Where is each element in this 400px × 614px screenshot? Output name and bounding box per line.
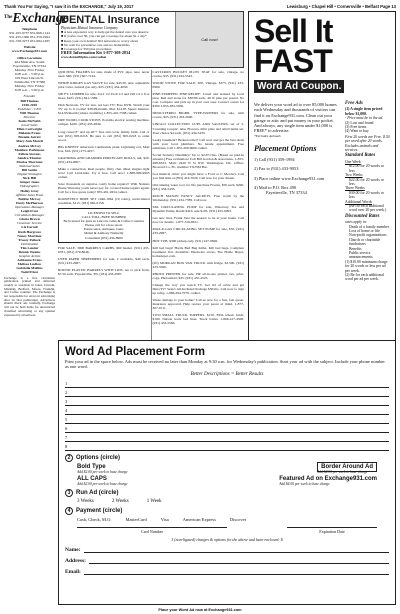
staff-name: Ginger Jones <box>19 180 40 185</box>
options-step-label: Options (circle) <box>76 455 121 462</box>
graphic-label: Graphic Artists <box>18 254 41 259</box>
classified-listing: ROOSEVELT DIME SET 1946-1964 (19 coins), uncirculated condition, $115. (931) 962-0158. <box>58 197 150 206</box>
ad-text-line[interactable] <box>65 433 389 442</box>
expiration-field[interactable]: Expiration Date <box>287 527 377 534</box>
discount-item: Benefits <box>349 246 362 251</box>
payment-visa[interactable]: Visa <box>160 517 169 523</box>
phone-line: 931-728-3273 931-684-1285 <box>9 39 50 44</box>
staff-name: Melissa Ludlow <box>17 262 42 267</box>
card-number-field[interactable]: Card Number <box>77 527 227 534</box>
website-label: Website <box>23 45 36 50</box>
better-descriptions-tagline: Better Descriptions = Better Results <box>190 372 264 378</box>
classified-listing: QUILTING FRAMES for sale, made of PVC pipe, new, never used. $60. (931) 607-7144. <box>58 70 150 79</box>
classified-listing: ROUND PLASTIC BARRELS WITH LIDS, ten to pick from, $7.50 each. Fayetteville, TN. (931) 433-2987. <box>58 267 150 276</box>
classified-listing: USED PAPER SHREDDERS for sale, 2 available, $40 each. (931) 433-2987. <box>58 256 150 265</box>
rate-value: $30.00 for 20 words or less <box>349 190 384 200</box>
classified-listing: PHOTO PRINTER for sale, HP all-in-one printer, fax, print, copy, Photosmart, $35. (931) 455-4523. <box>152 271 244 280</box>
digital-label: Digital Strategist <box>17 172 42 177</box>
all-caps-price: Add $2.00 per week to base charge <box>77 482 128 487</box>
staff-name: Brenda Jarrett <box>18 135 41 140</box>
dental-ad[interactable] <box>58 11 244 68</box>
line-number: 1 <box>65 380 68 386</box>
cs-label: Customer Service <box>17 221 42 226</box>
email-line[interactable] <box>84 569 389 575</box>
placement-title: Placement Options <box>254 144 317 154</box>
line-number: 5 <box>65 416 68 422</box>
run-ad-step-label: Run Ad (circle) <box>76 490 119 497</box>
classified-listing: DINO-STEREO BIGBIL TYPE-WRITERS for sale, with covers, $25. (931) 433-2040. <box>152 111 244 120</box>
border-price: Add $2.00 per week to base charge <box>317 470 368 475</box>
affiliate-label: affiliate Sales Team <box>15 192 44 197</box>
discount-extra: (2) Be for each additional word per ad per week. <box>345 273 385 282</box>
founder-years: 1940-2010 <box>21 102 38 107</box>
masthead-the: The <box>4 15 13 20</box>
dental-bullet: ■ If you're over 50, you can get coverage for about $1 a day* <box>61 34 147 39</box>
classified-listing: Long cured 8" and up 40"+ free and cover family farm. Call or text (931) 805-0218. Be sure to call (931) 805-0218 to order wood. <box>58 129 150 142</box>
classified-listing: Get new tires. Frank Vest the nearest to be at your home. Call now for details. 1-877-316-8611. <box>152 216 244 225</box>
staff-name: Andrea McCoy <box>18 143 41 148</box>
licensed-to-sell-box: LICENSED TO SELL CALL TOLL-FREE NUMBER Be licensed for guns in Lincoln, Giles & Coffee Counties Please call for a free quote Estate sales, Antiques, Guns Mabel & Anthony Nunnelly Consultant (931) 434-8900 <box>58 208 150 242</box>
line-number: 8 <box>65 443 68 449</box>
classified-listing: HOT TUB, $300 pickup only. (931) 247-9826. <box>152 238 218 243</box>
dental-ad-cta: FREE Information Kit 1-877-308-2834 <box>61 50 131 56</box>
classified-listing: (2ft) MORGAN BOX VAN TRUCK with fridge, $2,500. (931) 433-5566. <box>152 260 244 269</box>
founder-name: Bill Thomas <box>20 98 39 103</box>
classified-listing: Dish Network. TV for less, not less TV! Free DVR. Watch your TV up to 6 rooms! $39.99/month. Plus $14.95 Speed Internet. $14.95/month (where available) 1-855-410-7598 cadnet. <box>58 103 150 116</box>
masthead-logo <box>4 10 69 25</box>
footer-center-text: Place your Word Ad now at Exchange931.com <box>158 607 242 612</box>
header-left-text: Thank You For Saying, "I saw it in the EXCHANGE," July 19, 2017 <box>4 3 134 9</box>
dental-bullet: ■ A less expensive way to help get the dental care you deserve <box>61 30 149 35</box>
office-line: Monday Thru Friday <box>14 67 45 72</box>
office-line: Fayetteville, TN 37334 <box>13 63 46 68</box>
intro-column <box>254 102 342 282</box>
header-right-text: Lewisburg • Chapel Hill • Cornersville • Belfast Page 13 <box>286 3 396 9</box>
classified-listing: Change the way you watch TV. Get rid of cable and get DirecTV! Select All-Included Package $50/mo. Call now to sign up today, 1-866-294-7079. cadnet. <box>152 282 244 295</box>
office-line: 404 Main Ave. South <box>14 59 45 64</box>
word-ad-placement-form <box>58 340 396 605</box>
free-ad-item: (2) Lost and found <box>345 120 374 125</box>
ad-text-line[interactable] <box>65 379 389 388</box>
discount-item: Death of a family member <box>349 224 390 229</box>
step-number-icon: 4 <box>65 507 73 515</box>
staff-name: Sandra Thomas <box>17 155 42 160</box>
featured-price: Add $4.00 per week to base charge <box>279 482 330 487</box>
staff-name: Tracey Pollock <box>18 237 41 242</box>
run-weeks-row <box>77 499 389 504</box>
office-line: Monday Thru Friday <box>14 84 45 89</box>
classified-listing: WOOD STOVE FOR SALE, 200, Vintage, $375. (931) 433-0900. <box>152 81 244 90</box>
payment-mastercard[interactable]: MasterCard <box>125 517 147 523</box>
placement-mail-city: Fayetteville, TN 37334 <box>266 190 307 196</box>
ad-text-line[interactable] <box>65 388 389 397</box>
line-number: 2 <box>65 389 68 395</box>
email-field[interactable] <box>65 569 389 575</box>
ad-text-line[interactable] <box>65 397 389 406</box>
publisher-name: Will Thomas <box>19 110 40 115</box>
office-line: 8:00 a.m. - 5:00 p.m. <box>14 71 45 76</box>
options-step <box>65 454 389 462</box>
word-ad-coupon-label: Word Ad Coupon. <box>254 80 344 93</box>
sell-it-body <box>254 102 390 282</box>
bold-type-price: Add $2.00 per week to base charge <box>77 470 128 475</box>
dental-bullet: ■ Coverage for 350 plus procedures <box>61 47 112 52</box>
classified-listing: LINGCO COLLECTION CUPS AND SAUCERS, set of 5, 'Counting Couple'. Also Flowers, mint plate and small items set. Your choice $4 each. (931) 434-5433. <box>152 122 244 135</box>
ad-text-line[interactable] <box>65 442 389 451</box>
page-footer-line <box>4 606 396 613</box>
masthead-fine-print: Exchange is a free circulation publication printed and delivered weekly to residents in Giles, Lincoln, Marshall, Bedford, Moore, Franklin, and Coffee counties. The Exchange is not responsible for errors in advertising after its first publication. Advertisers should check ads carefully. Exchange will not be held liable for unrestricted classified advertising or any opinion expressed by advertisers. <box>4 275 55 317</box>
staff-name: Adrianna Evans <box>17 258 42 263</box>
discounted-rates-title: Discounted Rates <box>345 213 380 219</box>
address-field[interactable] <box>65 558 389 564</box>
free-ad-item: - Price must be in the ad. <box>345 116 384 121</box>
office-label: Office Locations <box>17 55 42 60</box>
masthead-column <box>4 10 69 605</box>
ops-label: Operations Manager <box>14 204 45 209</box>
classified-listing: PATCH MASON FANCY JACKETS. Free worth by the Wednesday. (931) 434-7788. Call now. <box>152 194 244 203</box>
dist-label: Distribution <box>20 241 39 246</box>
ad-text-line[interactable] <box>65 406 389 415</box>
discount-item: Public service announcements <box>349 251 373 260</box>
staff-name: Felicia Stevens <box>18 151 41 156</box>
dental-ad-side-text: Call now! <box>201 37 218 42</box>
run-ad-step <box>65 489 389 497</box>
dental-ad-content <box>59 12 175 67</box>
form-instructions: Print your ad in the space below. Ads must be received no later than Monday at 9:30 a.m. for Wednesday's publication. Start your ad with the subject. Include your phone number as one word. <box>65 359 385 370</box>
border-option[interactable]: Border Around Ad Add $2.00 per week to base charge <box>317 464 377 474</box>
staff-name: Bobbie McCoy <box>18 196 41 201</box>
fast-headline: FAST <box>254 43 332 79</box>
form-title: Word Ad Placement Form <box>65 346 205 358</box>
rate-label: One Week <box>345 159 361 164</box>
line-number: 4 <box>65 407 68 413</box>
payment-options-row <box>77 517 389 522</box>
free-ad-item: (3) Free items <box>345 125 367 130</box>
dental-ad-title: DENTAL Insurance <box>61 14 160 26</box>
staff-name: Mary Ann Morell <box>16 139 43 144</box>
payment-amex[interactable]: American Express <box>182 517 216 523</box>
circ-label: Circulation Manager <box>14 213 45 218</box>
staff-name: Matthew Parkinson <box>14 147 45 152</box>
staff-name: Holley Gray <box>20 188 39 193</box>
classified-listing: CAST-IRON BUCKET PLOW SEAT for sale, vintage, no cracks, $35. (931) 434-5543. <box>152 70 244 79</box>
dental-bullet: ■ Keep your own dentist! NO networks to worry about <box>61 38 139 43</box>
dental-ad-area <box>58 11 244 68</box>
staff-name: Melanie Evans <box>18 131 41 136</box>
discount-item: Church or charitable fundraisers <box>349 237 381 247</box>
options-row-1 <box>65 464 389 474</box>
classified-listing: Kill bed bugs! Harris Bed Bug Killer. Kill bed bugs. Complete treatment. Kit. Available: Hardware stores, The Home Depot, homedepot.com. <box>152 245 244 258</box>
staff-name: Liz Farrell <box>21 225 38 230</box>
line-number: 3 <box>65 398 68 404</box>
payment-cash[interactable]: Cash, Check, M.O. <box>77 517 112 523</box>
classified-listing: WHITE RIDGES GAS VALVE for sale, $45.50. Also adjustable pilot valve, natural gas only, $25. (931) 434-4050. <box>58 81 150 90</box>
staff-name: Gloria Brown <box>19 217 40 222</box>
rate-label: Three Weeks <box>345 186 365 191</box>
card-note: 3 (non-ligated) charges & options for the above and have enclosed: $ <box>171 537 283 543</box>
staff-name: Marisa Thornton <box>16 159 43 164</box>
placement-option-mail: 4) Mail to P.O. Box 490 <box>254 184 297 190</box>
masthead-name: Exchange <box>12 10 69 25</box>
placement-option-online[interactable]: 3) Place online www.Exchange931.com <box>254 175 325 181</box>
director-label: Director <box>23 114 36 119</box>
discount-sub: rates apply to: <box>345 220 368 225</box>
classified-listing: BIG KNEESY American Candlestick plant, Lightning rod, Mail box, $16. (931) 273-4257. <box>58 144 150 153</box>
phone-line: 931-455-9737 931-968-1144 <box>9 31 50 36</box>
classified-listing: 500 FT. LUMBER for sale, 2x12 1/2 2x10 1/2 and 2x8 1/2 x 8 or more, $2/ft. (931) 841-1589. <box>58 92 150 101</box>
staff-name: Tim Lauder <box>20 245 39 250</box>
ad-text-line[interactable] <box>65 415 389 424</box>
dental-bullet: ■ No wait for preventive care and no deductibles <box>61 42 130 47</box>
discount-item: Loss of home or life <box>349 228 380 233</box>
staff-name: Gabrielle Mullins <box>16 266 43 271</box>
free-ad-note: First 20 words are Free. $.50 per word after 20 words. Excludes animals and services. <box>345 134 390 153</box>
payment-step <box>65 507 389 515</box>
classified-listing: DRY WOOD, COOK STOVE, Portable electric sewing machine, camper, $100. (931) 433-2840. <box>58 118 150 127</box>
local-sales-label: Local Sales <box>21 123 38 128</box>
name-line[interactable] <box>84 547 389 553</box>
staff-name: Ellen Cartwright <box>16 127 43 132</box>
staff-name: Ruth Hargrove <box>18 229 41 234</box>
intro-text: We deliver your word ad to over 85,000 homes each Wednesday and thousands of visitors can find it on Exchange931.com. Clean out your garage or attic and put money in your pocket. And always, any single item under $1,000 is FREE* to advertise. <box>254 102 337 134</box>
line-number: 6 <box>65 425 68 431</box>
bold-type-option[interactable]: Bold Type Add $2.00 per week to base charge <box>77 464 128 475</box>
staff-name: Todd Priest <box>20 270 39 275</box>
featured-option[interactable]: Featured Ad on Exchange931.com Add $4.00 per week to base charge <box>279 476 377 487</box>
additional-words-value: (Be for each additional word over 20 per week.) <box>349 203 387 213</box>
website-link[interactable]: www.Exchange931.com <box>11 49 48 54</box>
dental-ad-photo <box>175 12 243 67</box>
staff-name: Leigh Frost <box>20 209 39 214</box>
classified-listing: Old running water tool, for life purchase Frozen, $50 each, $200. (931) 434-5433. <box>152 183 244 192</box>
name-field[interactable] <box>65 547 389 553</box>
options-row-2 <box>65 476 389 486</box>
founder-label: Founder <box>23 94 36 99</box>
classified-listing: FOR SALE, 3000 BARRELS CARBS, $60 bushel. (931) 455-6781, (931) 279-8646. <box>58 245 150 254</box>
step-number-icon: 3 <box>65 489 73 497</box>
placement-option-call[interactable]: 1) Call (931) 359-1994 <box>254 157 295 163</box>
additional-words-label: Additional Words <box>345 199 372 204</box>
staff-name: Bill Sartin <box>21 168 38 173</box>
phone-line: 931-455-1366 931-359-1994 <box>9 35 50 40</box>
classified-listing: Make a connection. Real people, flirty chat. Meet singles right now! Call LiveLinks. Try it free. Call now! 1-888-909-9905 cadnet. <box>58 166 150 179</box>
staff-name: Nick Hill <box>22 176 37 181</box>
address-label: Address: <box>65 558 86 565</box>
staff-name: Nancy Martinez <box>17 233 42 238</box>
staff-name: Dennis Weems <box>18 249 41 254</box>
classified-listing: Social Security Disability? Up to $2,671/mo. (Based on paid-in amount.) Free evaluation! Call Bill Gordon & Associates. 1-855-498-6323. Mail: 2420 N St NW, Washington, DC. Office: Broward Co. FL, member TX/NM Bar. <box>152 152 244 169</box>
week-option-2[interactable]: 2 Weeks <box>111 499 129 505</box>
national-sales-label: National Sales <box>19 164 40 168</box>
staff-role: Videographer <box>19 184 40 189</box>
step-number-icon: 2 <box>65 454 73 462</box>
director-name: Katie McNabb <box>18 118 41 123</box>
publisher-label: Publisher / CEO <box>17 106 42 111</box>
office-line: Tullahoma, TN 37388 <box>13 80 46 85</box>
classified-listing: Leaky basement? Broken toilet? Call now and get the best deals with your local plumbers. No hassle appointment. Free estimates. Call 1-855-200-9000 cadnet. <box>152 137 244 150</box>
discount-extra: (1) $10.00 minimum charge for 20 words or less per ad per week. <box>345 259 388 273</box>
dental-ad-url[interactable]: www.dental50plus.com/cadnet <box>61 55 107 60</box>
week-option-1[interactable]: 1 Week <box>146 499 162 505</box>
telephone-label: Telephone <box>21 27 38 31</box>
rate-label: Two Weeks <box>345 173 363 178</box>
name-label: Name: <box>65 547 81 554</box>
classified-listing: Got medical clinic you might have a Ford or C Mercury. Call you find time at (855) 416-7020. Call now for your dream. <box>152 171 244 180</box>
placement-option-fax[interactable]: 2) Fax to (931) 433-9053 <box>254 166 299 172</box>
standard-rates-title: Standard Rates <box>345 153 376 159</box>
all-caps-option[interactable]: ALL CAPS Add $2.00 per week to base charge <box>77 476 128 487</box>
classified-listing: PINE-STRIPPED PINE-RELIEF. Cured and stained by local pine, Red and stone for $30/80 each, 40 lb pine per pound. No cost. Compare and pick up in your own area. Contact owner for $300 1-855-835-5950. <box>152 92 244 109</box>
payment-discover[interactable]: Discover <box>229 517 247 523</box>
sell-it-headline: Sell It <box>254 13 333 49</box>
classified-listing: MAX-E-GAS CIRCULATING SET PUMP for sale, $35. (931) 433-2987. <box>152 227 244 236</box>
classified-listing: Waste damage to your home? Call us now for a free, fast quote. Insurance approved. Help restore your peace of mind. 1-877-307-0711. <box>152 298 244 311</box>
classified-listing: Save thousands on surprise costly home repairs!! With Nations Home Warranty you'll never pay for covered home repairs again! Call for a free quote today! 855-491-9454 cadnet. <box>58 181 150 195</box>
staff-name: Dusty McPherson <box>16 200 43 205</box>
classified-listing: GRANDMA AND GRANDPA PORCELAIN DOLLS, tall, $20. (931) 434-0007. <box>58 155 150 164</box>
email-label: Email: <box>65 569 81 576</box>
free-ad-item: (4) Want to buy <box>345 129 369 134</box>
excludes-note: *Excludes Animals <box>254 133 281 138</box>
classified-listing: SPA CIRCULATING PUMP for sale, Waterway 3ea and Dynamic Pump. Retail $419, sale $195. (931) 455-0093. <box>152 205 244 214</box>
rates-column <box>345 102 390 282</box>
page-header-line <box>4 2 396 10</box>
line-number: 7 <box>65 434 68 440</box>
dental-ad-subtitle: Physicians Mutual Insurance Company <box>61 26 118 30</box>
address-line[interactable] <box>89 558 389 564</box>
week-option-3[interactable]: 3 Weeks <box>77 499 94 505</box>
discount-item: Non-profit organizations <box>349 233 387 238</box>
payment-step-label: Payment (circle) <box>76 508 123 515</box>
free-ad-item: (1) A single item priced below $1,000. <box>345 107 383 116</box>
ad-text-lines <box>65 379 389 451</box>
classified-listing: TWO SMALL TRUCK TOPPERS. $150. Fifth wheel, hitch, $100. Nelson track bed liner. Truck trailer. 1-866-417-4508. (931) 433-5566. <box>152 313 244 326</box>
rate-value: $22.00 for 20 words or less <box>349 177 384 186</box>
office-line: 109 West Lincoln St. <box>14 76 45 81</box>
office-line: 8:00 a.m. - 5:00 p.m. <box>14 88 45 93</box>
free-ads-title: Free Ads <box>345 101 363 106</box>
card-fields-row <box>65 527 389 534</box>
ad-text-line[interactable] <box>65 424 389 433</box>
rate-value: $12.00 for 20 words or less <box>349 164 384 173</box>
